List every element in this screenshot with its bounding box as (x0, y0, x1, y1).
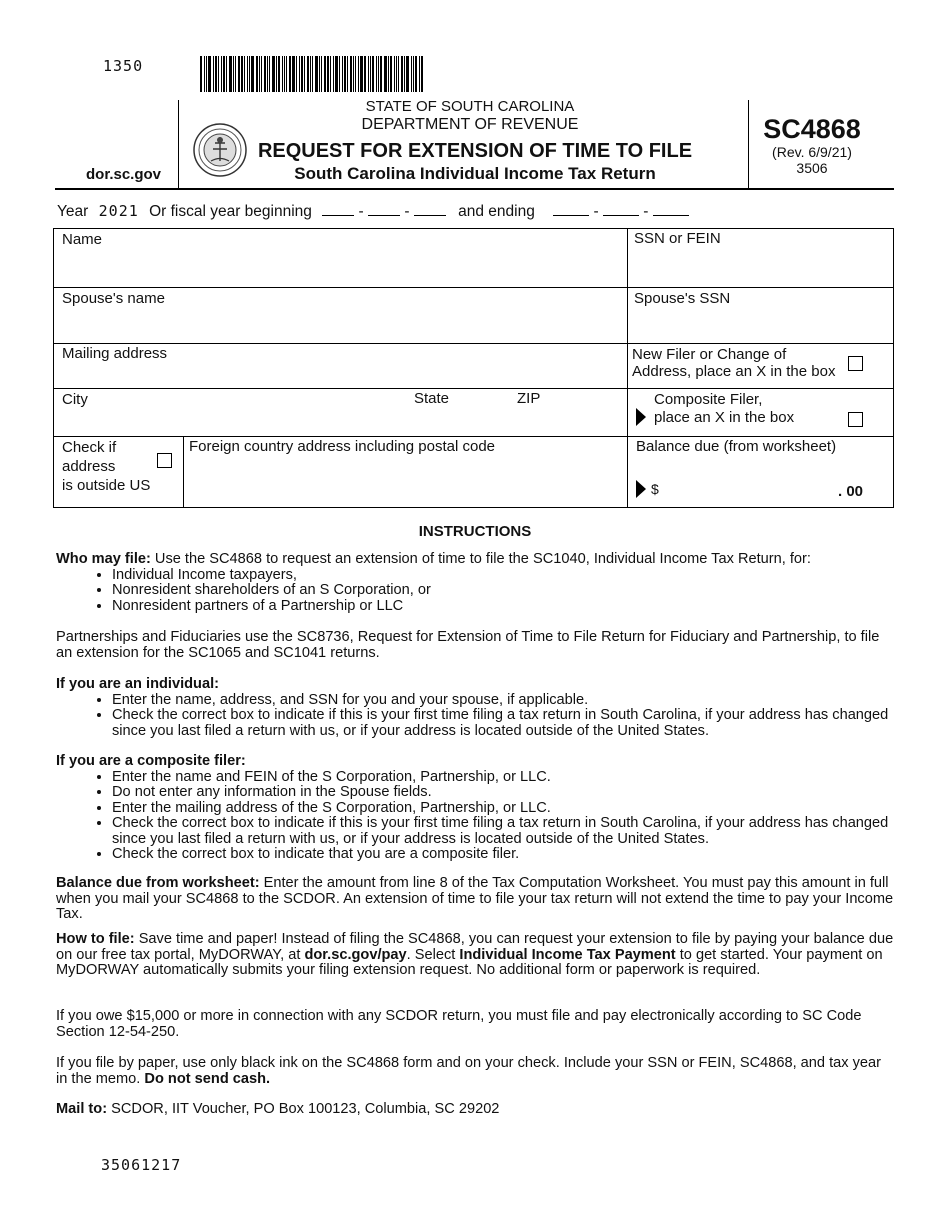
name-label: Name (62, 231, 103, 248)
barcode-bar (312, 56, 313, 92)
year-line (57, 202, 689, 221)
barcode-bar (304, 56, 305, 92)
barcode-bar (384, 56, 387, 92)
foreign-address-label: Foreign country address including postal code (189, 438, 496, 455)
how-to-file-text: . Select (406, 946, 460, 963)
barcode-bar (296, 56, 297, 92)
fiscal-year-label: Or fiscal year beginning (149, 203, 312, 220)
website-label: dor.sc.gov (86, 166, 162, 183)
barcode-bar (229, 56, 232, 92)
zip-label: ZIP (517, 390, 541, 407)
how-to-file-paragraph (56, 932, 896, 979)
barcode-bar (368, 56, 369, 92)
barcode-bar (206, 56, 207, 92)
barcode-bar (390, 56, 392, 92)
how-to-file-label: How to file: (56, 931, 135, 947)
barcode-bar (261, 56, 262, 92)
barcode-bar (327, 56, 329, 92)
balance-due-field[interactable] (665, 474, 835, 502)
outside-us-label-line2: address (62, 458, 116, 475)
barcode-bar (292, 56, 295, 92)
barcode-bar (282, 56, 283, 92)
barcode-bar (226, 56, 227, 92)
balance-due-label: Balance due (from worksheet) (636, 438, 837, 455)
dash: - (643, 203, 649, 220)
mail-to-address: SCDOR, IIT Voucher, PO Box 100123, Columbia, SC 29202 (107, 1101, 500, 1117)
barcode-bar (370, 56, 371, 92)
barcode-bar (213, 56, 214, 92)
barcode-bar (249, 56, 250, 92)
instructions-heading: INSTRUCTIONS (418, 523, 532, 540)
list-item: • Enter the name and FEIN of the S Corporation, Partnership, or LLC. (112, 770, 896, 786)
spouse-ssn-label: Spouse's SSN (634, 290, 731, 307)
barcode-bar (415, 56, 417, 92)
composite-filer-checkbox[interactable] (848, 412, 863, 427)
barcode-bar (204, 56, 205, 92)
header-divider-right (748, 100, 749, 188)
list-item: • Enter the mailing address of the S Corporation, Partnership, or LLC. (112, 801, 896, 817)
barcode-bar (208, 56, 211, 92)
fiscal-begin-day-field[interactable] (368, 215, 400, 216)
barcode-bar (333, 56, 334, 92)
barcode-bar (347, 56, 348, 92)
barcode-bar (376, 56, 377, 92)
barcode-bar (413, 56, 414, 92)
form-code-top: 1350 (103, 57, 144, 75)
barcode-bar (398, 56, 399, 92)
balance-due-paragraph (56, 876, 896, 923)
city-label: City (62, 391, 88, 408)
barcode-bar (339, 56, 340, 92)
form-subtitle: South Carolina Individual Income Tax Return (294, 164, 656, 183)
how-to-file-text: Save time and paper! Instead of filing the SC4868, you can request your extension to file by paying your balance due on our free tax portal, MyDORWAY, at (56, 931, 894, 963)
barcode-bar (278, 56, 280, 92)
composite-list (56, 770, 896, 863)
barcode-bar (335, 56, 338, 92)
header-divider-left (178, 100, 179, 188)
who-may-file-list (56, 568, 896, 615)
barcode-bar (241, 56, 243, 92)
barcode-bar (419, 56, 420, 92)
barcode-bar (421, 56, 423, 92)
how-to-file-text: to get started. Your payment on MyDORWAY automatically submits your filing extension request. No additional form or paperwork is required. (56, 946, 883, 978)
list-item: • Nonresident shareholders of an S Corporation, or (112, 583, 896, 599)
city-field[interactable] (54, 389, 409, 435)
barcode (200, 56, 468, 92)
barcode-bar (404, 56, 405, 92)
barcode-bar (358, 56, 359, 92)
cents-label: . 00 (838, 483, 864, 500)
barcode-bar (307, 56, 309, 92)
barcode-bar (330, 56, 331, 92)
outside-us-label-line1: Check if (62, 439, 117, 456)
name-field[interactable] (54, 229, 626, 286)
barcode-bar (264, 56, 266, 92)
composite-filer-label-line2: place an X in the box (654, 409, 795, 426)
dash: - (404, 203, 410, 220)
spouse-name-label: Spouse's name (62, 290, 165, 307)
barcode-bar (353, 56, 354, 92)
barcode-bar (259, 56, 260, 92)
barcode-bar (324, 56, 326, 92)
composite-filer-label: Composite Filer, (654, 391, 763, 408)
barcode-bar (269, 56, 270, 92)
balance-due-instr-text: Enter the amount from line 8 of the Tax Computation Worksheet. You must pay this amount in full when you mail your SC4868 to the SCDOR. An extension of time to file your tax return will not extend the time to pay your Income Tax. (56, 875, 894, 922)
barcode-bar (388, 56, 389, 92)
barcode-bar (372, 56, 374, 92)
dollar-sign: $ (651, 481, 659, 497)
mail-to-label: Mail to: (56, 1101, 108, 1117)
barcode-bar (310, 56, 311, 92)
barcode-bar (364, 56, 366, 92)
barcode-bar (406, 56, 409, 92)
barcode-bar (355, 56, 356, 92)
list-item: • Check the correct box to indicate if this is your first time filing a tax return in South Carolina, if your address has changed since you last filed a return with us, or if your address is located outside of the United States. (112, 708, 896, 739)
barcode-bar (276, 56, 277, 92)
fiscal-begin-year-field[interactable] (414, 215, 446, 216)
ssn-fein-label: SSN or FEIN (634, 230, 721, 247)
outside-us-label (62, 438, 150, 495)
who-may-file-section (56, 552, 896, 614)
barcode-bar (223, 56, 225, 92)
form-number: SC4868 (763, 114, 861, 144)
barcode-bar (380, 56, 382, 92)
individual-label: If you are an individual: (56, 676, 219, 692)
list-item: • Check the correct box to indicate that you are a composite filer. (112, 847, 896, 863)
new-filer-checkbox[interactable] (848, 356, 863, 371)
list-item: • Individual Income taxpayers, (112, 568, 896, 584)
fiscal-end-month-field[interactable] (553, 215, 589, 216)
barcode-bar (342, 56, 343, 92)
barcode-bar (218, 56, 219, 92)
mailing-address-label: Mailing address (62, 345, 168, 362)
barcode-bar (244, 56, 245, 92)
outside-us-checkbox[interactable] (157, 453, 172, 468)
barcode-bar (378, 56, 379, 92)
barcode-bar (301, 56, 303, 92)
list-item: • Do not enter any information in the Spouse fields. (112, 785, 896, 801)
barcode-bar (200, 56, 202, 92)
who-may-file-label: Who may file: (56, 551, 151, 567)
barcode-bar (319, 56, 320, 92)
barcode-bar (360, 56, 363, 92)
state-seal-icon (193, 123, 247, 177)
and-ending-label: and ending (458, 203, 535, 220)
paper-filing-text: If you file by paper, use only black ink on the SC4868 form and on your check. Include your SSN or FEIN, SC4868, and tax year in the memo. (56, 1055, 881, 1087)
who-may-file-text: Use the SC4868 to request an extension of time to file the SC1040, Individual Income Tax Return, for: (150, 551, 811, 567)
year-label: Year (57, 203, 89, 220)
fiscal-begin-month-field[interactable] (322, 215, 354, 216)
barcode-bar (315, 56, 318, 92)
barcode-bar (396, 56, 397, 92)
individual-income-tax-payment-label: Individual Income Tax Payment (459, 946, 676, 963)
barcode-bar (284, 56, 285, 92)
form-code-bottom: 35061217 (101, 1156, 182, 1174)
barcode-bar (289, 56, 291, 92)
barcode-bar (221, 56, 222, 92)
outside-us-label-line3: is outside US (62, 477, 151, 494)
barcode-bar (350, 56, 352, 92)
barcode-bar (233, 56, 234, 92)
new-filer-label-line1: New Filer or Change of (632, 346, 787, 363)
list-item: • Check the correct box to indicate if this is your first time filing a tax return in South Carolina, if your address has changed since you last filed a return with us, or if your address is located outside of the United States. (112, 816, 896, 847)
barcode-bar (251, 56, 254, 92)
barcode-bar (272, 56, 275, 92)
form-id: 3506 (796, 160, 828, 176)
department-line: DEPARTMENT OF REVENUE (361, 116, 579, 133)
dash: - (593, 203, 599, 220)
barcode-bar (235, 56, 236, 92)
pay-link[interactable]: dor.sc.gov/pay (304, 946, 407, 963)
fiscal-end-year-field[interactable] (653, 215, 689, 216)
partnerships-paragraph: Partnerships and Fiduciaries use the SC8736, Request for Extension of Time to File Return for Fiduciary and Partnership, to file an extension for the SC1065 and SC1041 returns. (56, 629, 880, 661)
dash: - (358, 203, 364, 220)
barcode-bar (394, 56, 395, 92)
barcode-bar (267, 56, 268, 92)
individual-section (56, 677, 896, 739)
new-filer-label (632, 346, 835, 380)
composite-section (56, 754, 896, 863)
arrow-right-icon (636, 480, 646, 498)
barcode-bar (256, 56, 258, 92)
barcode-bar (247, 56, 248, 92)
barcode-bar (321, 56, 322, 92)
mail-to-paragraph (56, 1102, 896, 1118)
state-line: STATE OF SOUTH CAROLINA (365, 98, 575, 115)
individual-list (56, 693, 896, 740)
list-item: • Nonresident partners of a Partnership or LLC (112, 599, 896, 615)
new-filer-label-line2: Address, place an X in the box (632, 363, 836, 380)
barcode-bar (286, 56, 287, 92)
composite-label: If you are a composite filer: (56, 753, 246, 769)
do-not-send-cash-label: Do not send cash. (144, 1070, 271, 1087)
balance-due-instr-label: Balance due from worksheet: (56, 875, 260, 891)
paper-filing-paragraph (56, 1056, 896, 1087)
barcode-bar (401, 56, 403, 92)
list-item: • Enter the name, address, and SSN for you and your spouse, if applicable. (112, 693, 896, 709)
barcode-bar (299, 56, 300, 92)
barcode-bar (344, 56, 346, 92)
state-label: State (414, 390, 450, 407)
barcode-bar (215, 56, 217, 92)
barcode-bar (238, 56, 240, 92)
barcode-bar (411, 56, 412, 92)
form-title: REQUEST FOR EXTENSION OF TIME TO FILE (257, 140, 693, 162)
form-revision: (Rev. 6/9/21) (772, 144, 852, 160)
year-value: 2021 (98, 202, 139, 220)
electronic-requirement-paragraph: If you owe $15,000 or more in connection with any SCDOR return, you must file and pay electronically according to SC Code Section 12-54-250. (56, 1008, 862, 1040)
arrow-right-icon (636, 408, 646, 426)
header-bottom-rule (55, 188, 894, 190)
fiscal-end-day-field[interactable] (603, 215, 639, 216)
